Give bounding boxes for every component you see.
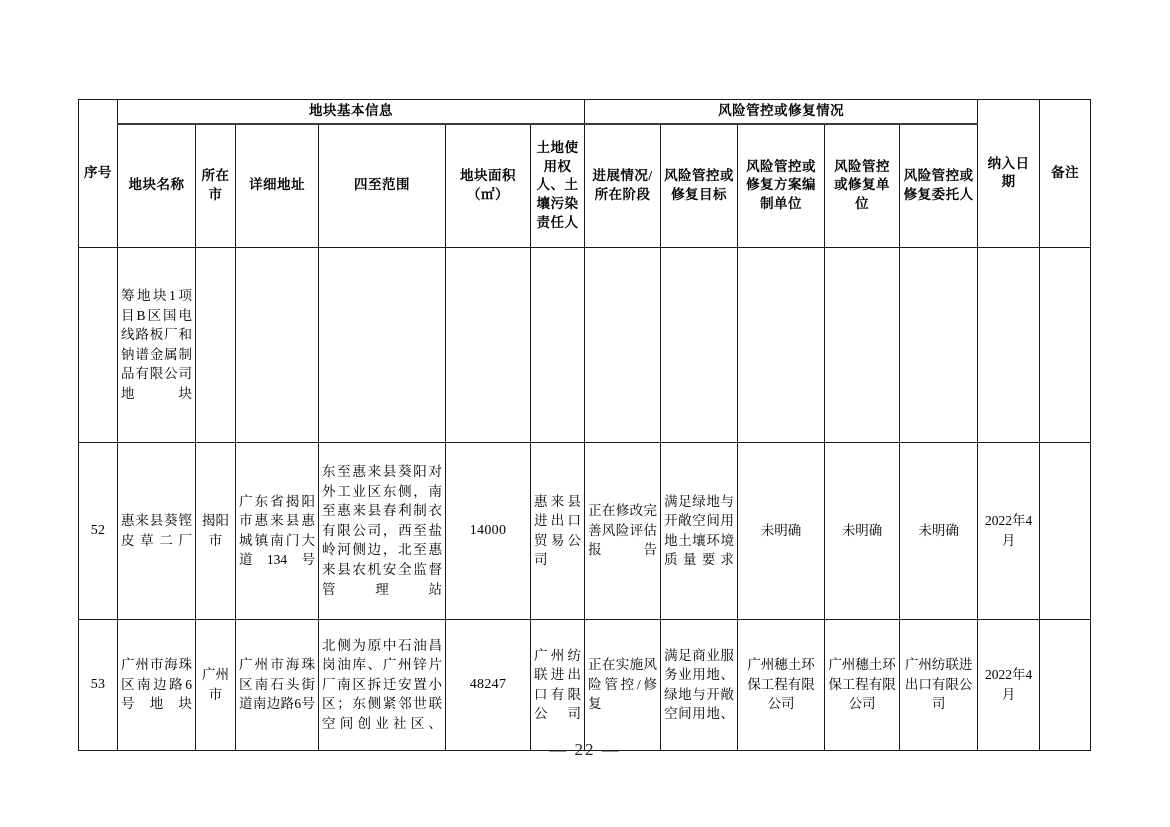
- cell-client-text: 广州纺联进出口有限公司: [904, 657, 973, 712]
- cell-plan-unit: [738, 247, 825, 442]
- cell-rights-holder-text: 广州纺联进出口有限公司: [534, 647, 582, 722]
- cell-boundary: [319, 247, 446, 442]
- cell-target: [661, 619, 738, 750]
- cell-plan-unit-text: 未明确: [760, 522, 802, 538]
- cell-boundary: [319, 619, 446, 750]
- cell-rights-holder: [531, 619, 585, 750]
- column-header-row: [79, 124, 1091, 248]
- cell-plot-name: [118, 442, 196, 619]
- cell-boundary: [319, 442, 446, 619]
- column-header-client: 风险管控或修复委托人: [900, 124, 978, 248]
- cell-rights-holder: [531, 442, 585, 619]
- cell-progress-text: 正在修改完善风险评估报告: [588, 503, 658, 558]
- cell-remark: [1040, 619, 1091, 750]
- table-row: [79, 442, 1091, 619]
- cell-address-text: 广东省揭阳市惠来县惠城镇南门大道134号: [239, 493, 315, 568]
- cell-area: 14000: [446, 442, 531, 619]
- cell-client: [900, 247, 978, 442]
- table-row: [79, 619, 1091, 750]
- table-header: [79, 100, 1091, 248]
- cell-seq: 52: [79, 442, 118, 619]
- column-header-remark: 备注: [1040, 100, 1091, 248]
- cell-plan-unit: [738, 619, 825, 750]
- table-body: [79, 247, 1091, 750]
- cell-plot-name: [118, 619, 196, 750]
- cell-exec-unit-text: 广州穗土环保工程有限公司: [828, 657, 896, 712]
- cell-progress-text: 正在实施风险管控/修复: [588, 657, 658, 712]
- column-header-progress: 进展情况/所在阶段: [585, 124, 661, 248]
- cell-city: [196, 619, 236, 750]
- cell-exec-unit: [825, 247, 900, 442]
- column-header-exec-unit: 风险管控或修复单位: [825, 124, 900, 248]
- cell-progress: [585, 247, 661, 442]
- cell-boundary-text: 北侧为原中石油昌岗油库、广州锌片厂南区拆迁安置小区；东侧紧邻世联空间创业社区、: [322, 637, 442, 731]
- cell-include-date: [978, 619, 1040, 750]
- table-row: [79, 247, 1091, 442]
- cell-rights-holder-text: 惠来县进出口贸易公司: [534, 493, 582, 568]
- column-header-address: 详细地址: [236, 124, 319, 248]
- column-header-city: 所在市: [196, 124, 236, 248]
- cell-plot-name-text: 筹地块1项目B区国电线路板厂和钠谱金属制品有限公司地块: [121, 287, 192, 401]
- cell-client: [900, 442, 978, 619]
- cell-include-date: [978, 247, 1040, 442]
- group-header-row: [79, 100, 1091, 124]
- cell-plot-name-text: 惠来县葵铿皮草二厂: [121, 513, 192, 548]
- cell-address: [236, 442, 319, 619]
- column-header-include-date: 纳入日期: [978, 100, 1040, 248]
- cell-plan-unit: [738, 442, 825, 619]
- column-header-target: 风险管控或修复目标: [661, 124, 738, 248]
- cell-seq: 53: [79, 619, 118, 750]
- column-header-rights-holder: 土地使用权人、土壤污染责任人: [531, 124, 585, 248]
- column-header-area: 地块面积（㎡）: [446, 124, 531, 248]
- cell-rights-holder: [531, 247, 585, 442]
- cell-include-date-text: 2022年4月: [984, 667, 1033, 702]
- cell-client: [900, 619, 978, 750]
- cell-progress: [585, 442, 661, 619]
- column-header-plan-unit: 风险管控或修复方案编制单位: [738, 124, 825, 248]
- cell-remark: [1040, 442, 1091, 619]
- cell-target-text: 满足商业服务业用地、绿地与开敞空间用地、: [664, 647, 735, 722]
- cell-address: [236, 247, 319, 442]
- group-header-basic-info: 地块基本信息: [118, 100, 585, 124]
- plot-list-table: [78, 99, 1091, 751]
- cell-include-date-text: 2022年4月: [984, 513, 1033, 548]
- cell-progress: [585, 619, 661, 750]
- cell-target: [661, 247, 738, 442]
- cell-target-text: 满足绿地与开敞空间用地土壤环境质量要求: [664, 493, 735, 568]
- cell-address-text: 广州市海珠区南石头街道南边路6号: [239, 657, 315, 712]
- column-header-plot-name: 地块名称: [118, 124, 196, 248]
- cell-city: [196, 247, 236, 442]
- cell-exec-unit-text: 未明确: [841, 522, 883, 538]
- cell-exec-unit: [825, 619, 900, 750]
- column-header-boundary: 四至范围: [319, 124, 446, 248]
- cell-area: 48247: [446, 619, 531, 750]
- cell-area: [446, 247, 531, 442]
- cell-plan-unit-text: 广州穗土环保工程有限公司: [747, 657, 815, 712]
- cell-target: [661, 442, 738, 619]
- cell-boundary-text: 东至惠来县葵阳对外工业区东侧，南至惠来县春利制衣有限公司，西至盐岭河侧边，北至惠来县农机安全监督管理站: [322, 464, 442, 597]
- cell-city: [196, 442, 236, 619]
- column-header-seq: 序号: [79, 100, 118, 248]
- cell-include-date: [978, 442, 1040, 619]
- cell-seq: [79, 247, 118, 442]
- cell-plot-name-text: 广州市海珠区南边路6号地块: [121, 657, 192, 712]
- cell-plot-name: [118, 247, 196, 442]
- cell-client-text: 未明确: [918, 522, 959, 538]
- page-number: — 22 —: [549, 740, 621, 759]
- cell-exec-unit: [825, 442, 900, 619]
- group-header-risk-control: 风险管控或修复情况: [585, 100, 978, 124]
- cell-city-text: 揭阳市: [202, 513, 229, 548]
- cell-city-text: 广州市: [202, 667, 229, 702]
- cell-remark: [1040, 247, 1091, 442]
- cell-address: [236, 619, 319, 750]
